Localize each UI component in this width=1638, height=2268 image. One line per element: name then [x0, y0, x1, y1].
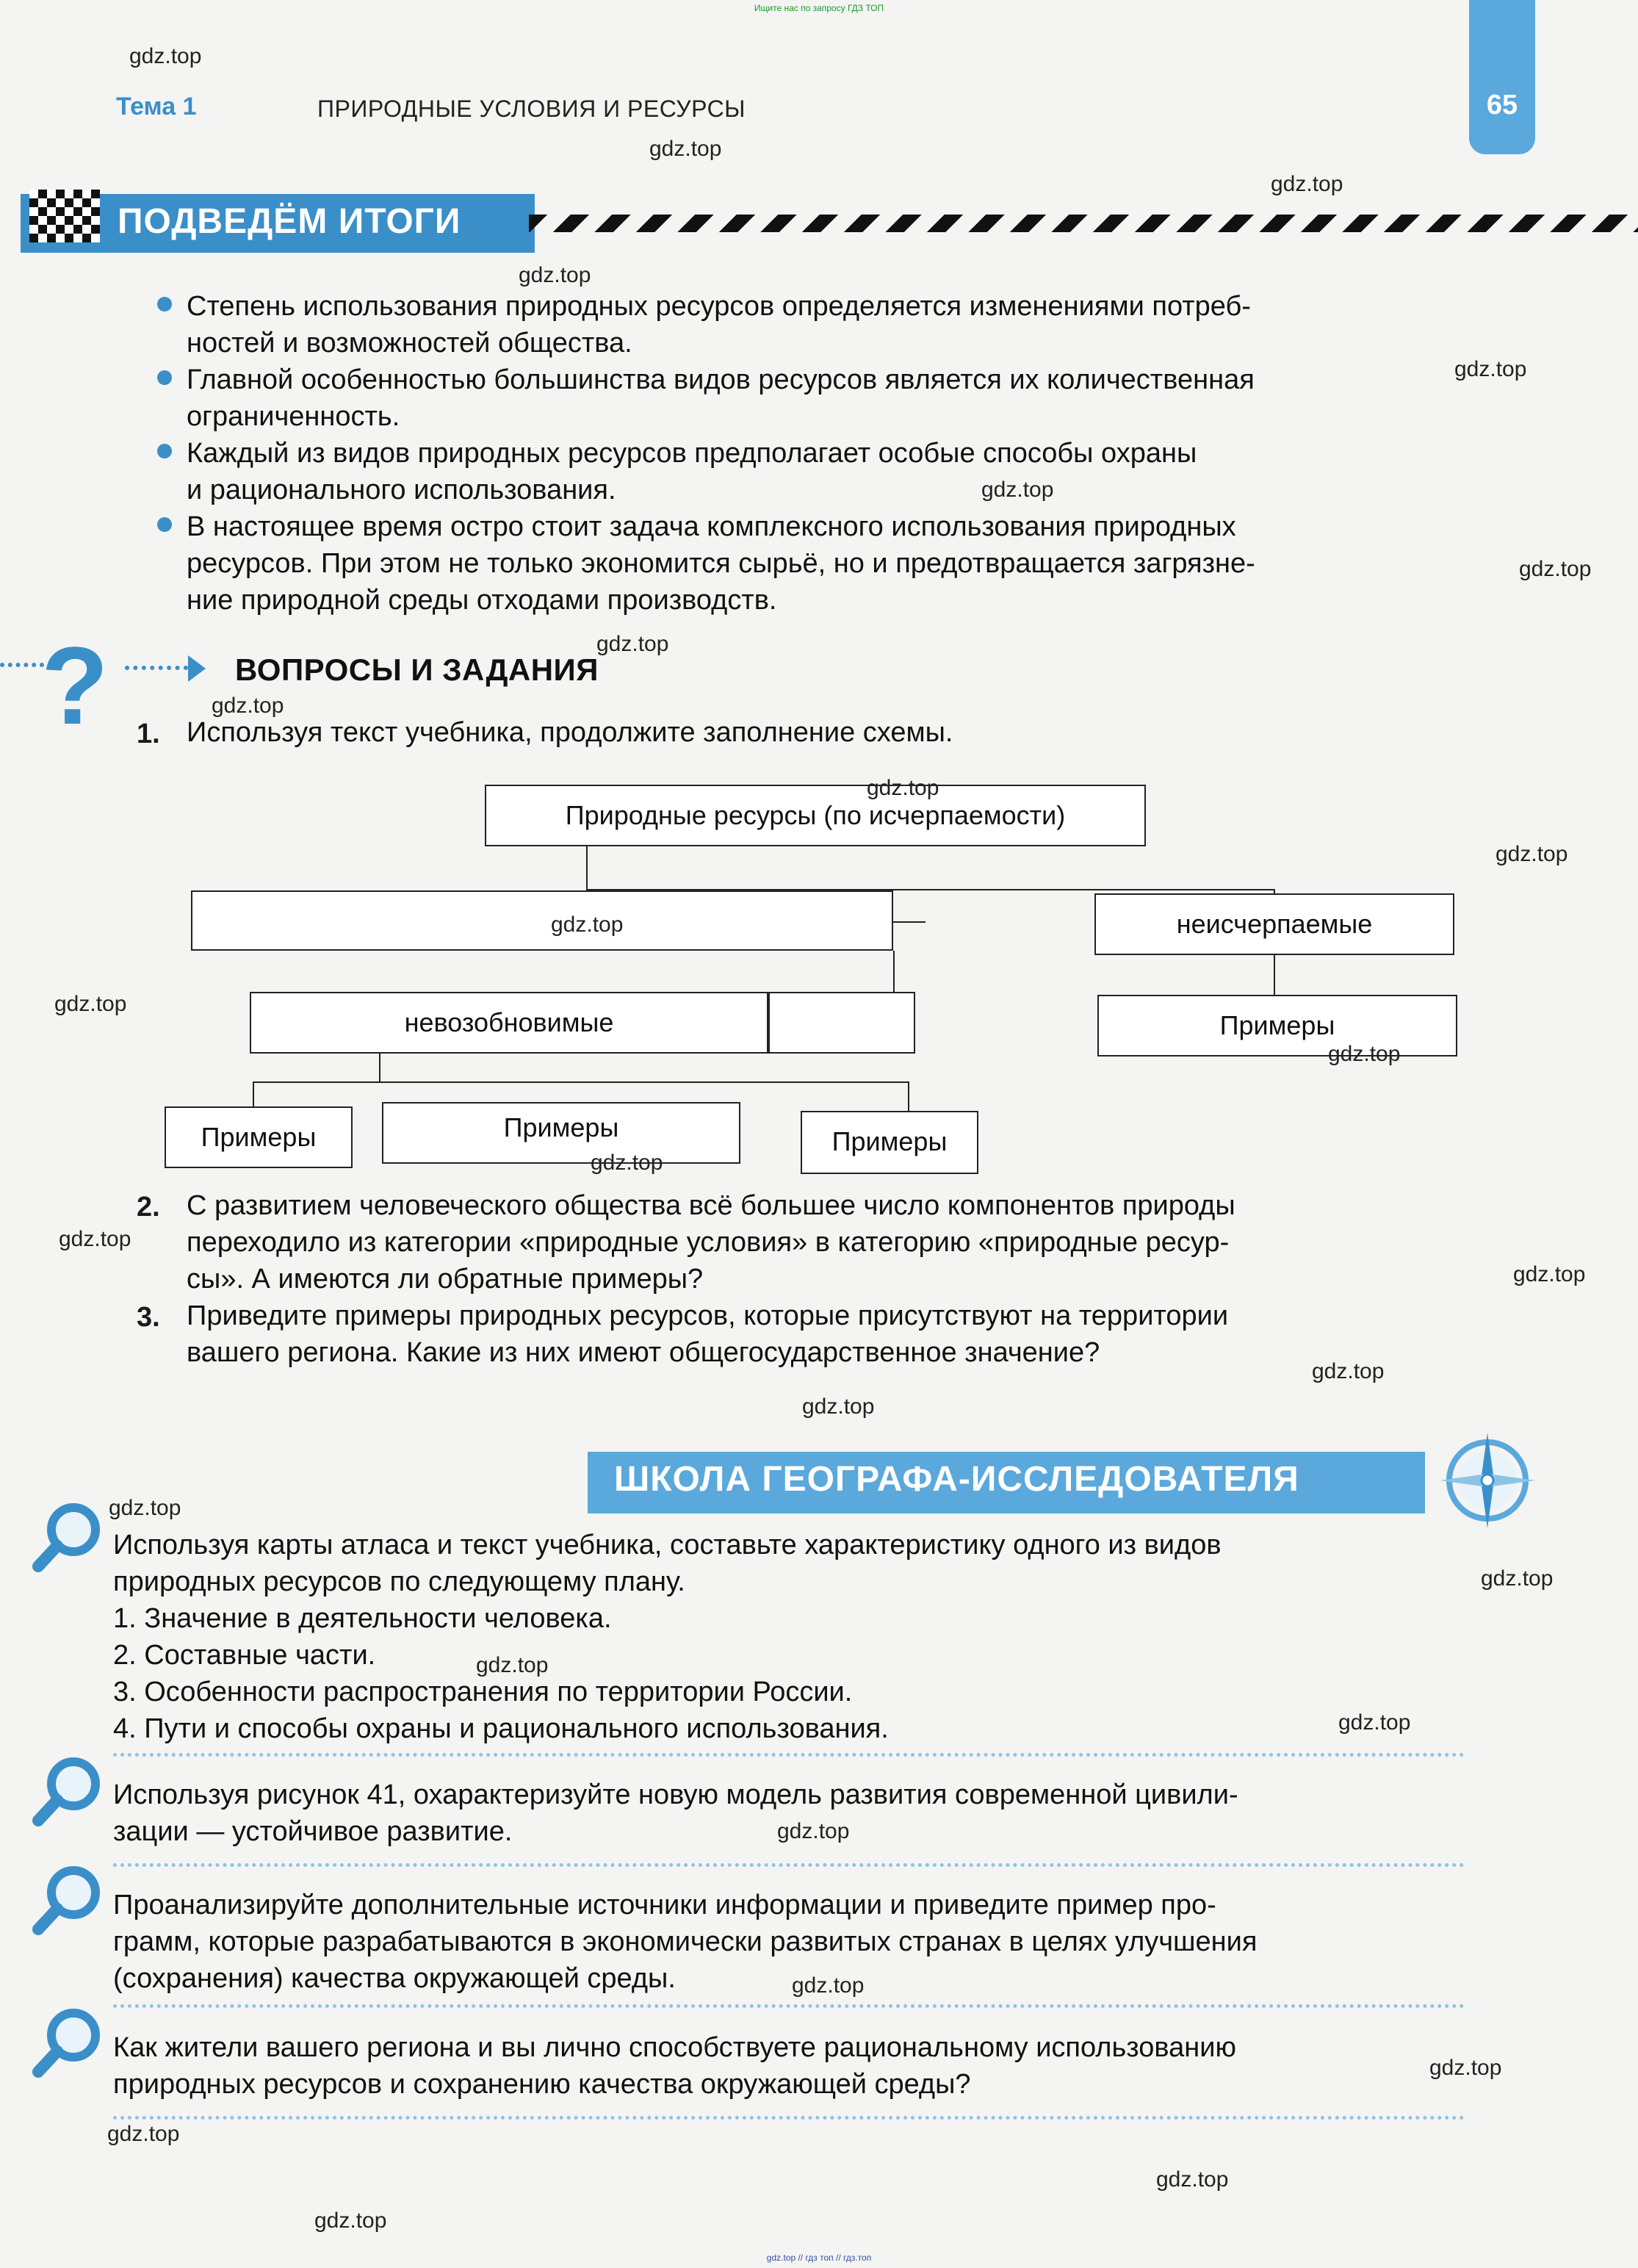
- dotted-separator: [113, 2004, 1465, 2008]
- question-text: Используя текст учебника, продолжите заполнение схемы.: [187, 717, 953, 748]
- magnifier-icon: [28, 1860, 109, 1941]
- watermark: gdz.top: [1312, 1359, 1385, 1383]
- watermark: gdz.top: [867, 776, 939, 800]
- dotted-line: [125, 666, 188, 670]
- bottom-note: gdz.top // гдз топ // гдз.топ: [766, 2253, 872, 2263]
- watermark: gdz.top: [1496, 842, 1568, 866]
- research-task: Используя рисунок 41, охарактеризуйте новую модель развития современной цивили- зации — устойчивое развитие.: [113, 1779, 1238, 1847]
- magnifier-icon: [28, 1497, 109, 1578]
- scheme-empty-box: [768, 992, 915, 1054]
- research-task: Проанализируйте дополнительные источники информации и приведите пример про- грамм, которые разрабатываются в экономически развитых странах в целях улучшения (сохранения) качества окружающей среды.: [113, 1890, 1258, 1994]
- research-task: Как жители вашего региона и вы лично способствуете рациональному использованию природных ресурсов и сохранению качества окружающей среды?: [113, 2032, 1237, 2100]
- bullet-dot: [157, 297, 172, 312]
- watermark: gdz.top: [107, 2122, 180, 2146]
- page-title: ПРИРОДНЫЕ УСЛОВИЯ И РЕСУРСЫ: [317, 96, 746, 122]
- watermark: gdz.top: [476, 1653, 549, 1677]
- summary-bullet: Каждый из видов природных ресурсов предполагает особые способы охраны и рационального использования.: [187, 438, 1197, 505]
- watermark: gdz.top: [649, 137, 722, 161]
- question-text: Приведите примеры природных ресурсов, которые присутствуют на территории вашего региона. Какие из них имеют общегосударственное значение?: [187, 1300, 1229, 1368]
- question-number: 1.: [137, 719, 160, 749]
- scheme-empty-box: [191, 890, 893, 951]
- questions-title: ВОПРОСЫ И ЗАДАНИЯ: [235, 652, 599, 687]
- question-mark-icon: ?: [41, 624, 109, 747]
- watermark: gdz.top: [596, 632, 669, 656]
- summary-title: ПОДВЕДЁМ ИТОГИ: [118, 202, 461, 241]
- scheme-inexhaustible-box: неисчерпаемые: [1094, 893, 1454, 955]
- summary-bullet: В настоящее время остро стоит задача комплексного использования природных ресурсов. При этом не только экономится сырьё, но и предотвращается загрязне- ние природной среды отходами производств.: [187, 511, 1255, 616]
- watermark: gdz.top: [1454, 357, 1527, 381]
- dotted-line: [0, 663, 44, 667]
- dotted-separator: [113, 2116, 1465, 2120]
- watermark: gdz.top: [109, 1496, 181, 1520]
- watermark: gdz.top: [1513, 1262, 1586, 1286]
- watermark: gdz.top: [792, 1973, 865, 1998]
- scheme-examples-box-right: Примеры: [1097, 995, 1457, 1056]
- research-task: Используя карты атласа и текст учебника, составьте характеристику одного из видов природных ресурсов по следующему плану. 1. Значение в деятельности человека. 2. Составные части. 3. Особенности распространения по территории России. 4. Пути и способы охраны и рационального использования.: [113, 1530, 1222, 1744]
- top-note: Ищите нас по запросу ГДЗ ТОП: [754, 3, 884, 13]
- scheme-line: [379, 1054, 380, 1083]
- scheme-line: [893, 921, 926, 923]
- watermark: gdz.top: [1519, 557, 1592, 581]
- watermark: gdz.top: [802, 1394, 875, 1419]
- topic-label: Тема 1: [116, 93, 197, 120]
- scheme-examples-box: Примеры: [165, 1106, 353, 1168]
- question-text: С развитием человеческого общества всё большее число компонентов природы переходило из категории «природные условия» в категорию «природные ресур- сы». А имеются ли обратные примеры?: [187, 1190, 1235, 1295]
- question-number: 2.: [137, 1192, 160, 1223]
- watermark: gdz.top: [129, 44, 202, 68]
- watermark: gdz.top: [1156, 2167, 1229, 2192]
- scheme-line: [253, 1081, 254, 1106]
- scheme-line: [253, 1081, 909, 1083]
- page-tab: [1469, 0, 1535, 154]
- bullet-dot: [157, 370, 172, 385]
- school-title: ШКОЛА ГЕОГРАФА-ИССЛЕДОВАТЕЛЯ: [614, 1460, 1299, 1499]
- watermark: gdz.top: [1271, 172, 1343, 196]
- watermark: gdz.top: [519, 263, 591, 287]
- scheme-examples-box: Примеры: [801, 1111, 978, 1174]
- page-number: 65: [1486, 90, 1518, 120]
- banner-stripe: [529, 215, 1638, 232]
- question-number: 3.: [137, 1302, 160, 1333]
- watermark: gdz.top: [551, 912, 624, 937]
- scheme-root-box: Природные ресурсы (по исчерпаемости): [485, 785, 1146, 846]
- scheme-line: [586, 846, 588, 890]
- watermark: gdz.top: [59, 1227, 131, 1251]
- watermark: gdz.top: [777, 1819, 850, 1843]
- scheme-nonrenewable-box: невозобновимые: [250, 992, 768, 1054]
- compass-icon: [1432, 1425, 1543, 1536]
- watermark: gdz.top: [591, 1151, 663, 1175]
- watermark: gdz.top: [314, 2208, 387, 2233]
- bullet-dot: [157, 444, 172, 458]
- bullet-dot: [157, 517, 172, 532]
- scheme-line: [1274, 955, 1275, 995]
- watermark: gdz.top: [54, 992, 127, 1016]
- watermark: gdz.top: [981, 478, 1054, 502]
- watermark: gdz.top: [1481, 1566, 1554, 1591]
- summary-bullet: Главной особенностью большинства видов ресурсов является их количественная ограниченность.: [187, 364, 1255, 432]
- watermark: gdz.top: [1429, 2056, 1502, 2080]
- dotted-separator: [113, 1863, 1465, 1867]
- watermark: gdz.top: [1328, 1042, 1401, 1066]
- checkered-flag-icon: [29, 190, 100, 242]
- magnifier-icon: [28, 1752, 109, 1832]
- dotted-separator: [113, 1753, 1465, 1757]
- scheme-examples-label: Примеры: [503, 1112, 619, 1142]
- arrow-icon: [188, 655, 206, 682]
- magnifier-icon: [28, 2003, 109, 2084]
- summary-bullet: Степень использования природных ресурсов определяется изменениями потреб- ностей и возможностей общества.: [187, 291, 1251, 359]
- watermark: gdz.top: [212, 694, 284, 718]
- watermark: gdz.top: [1338, 1710, 1411, 1735]
